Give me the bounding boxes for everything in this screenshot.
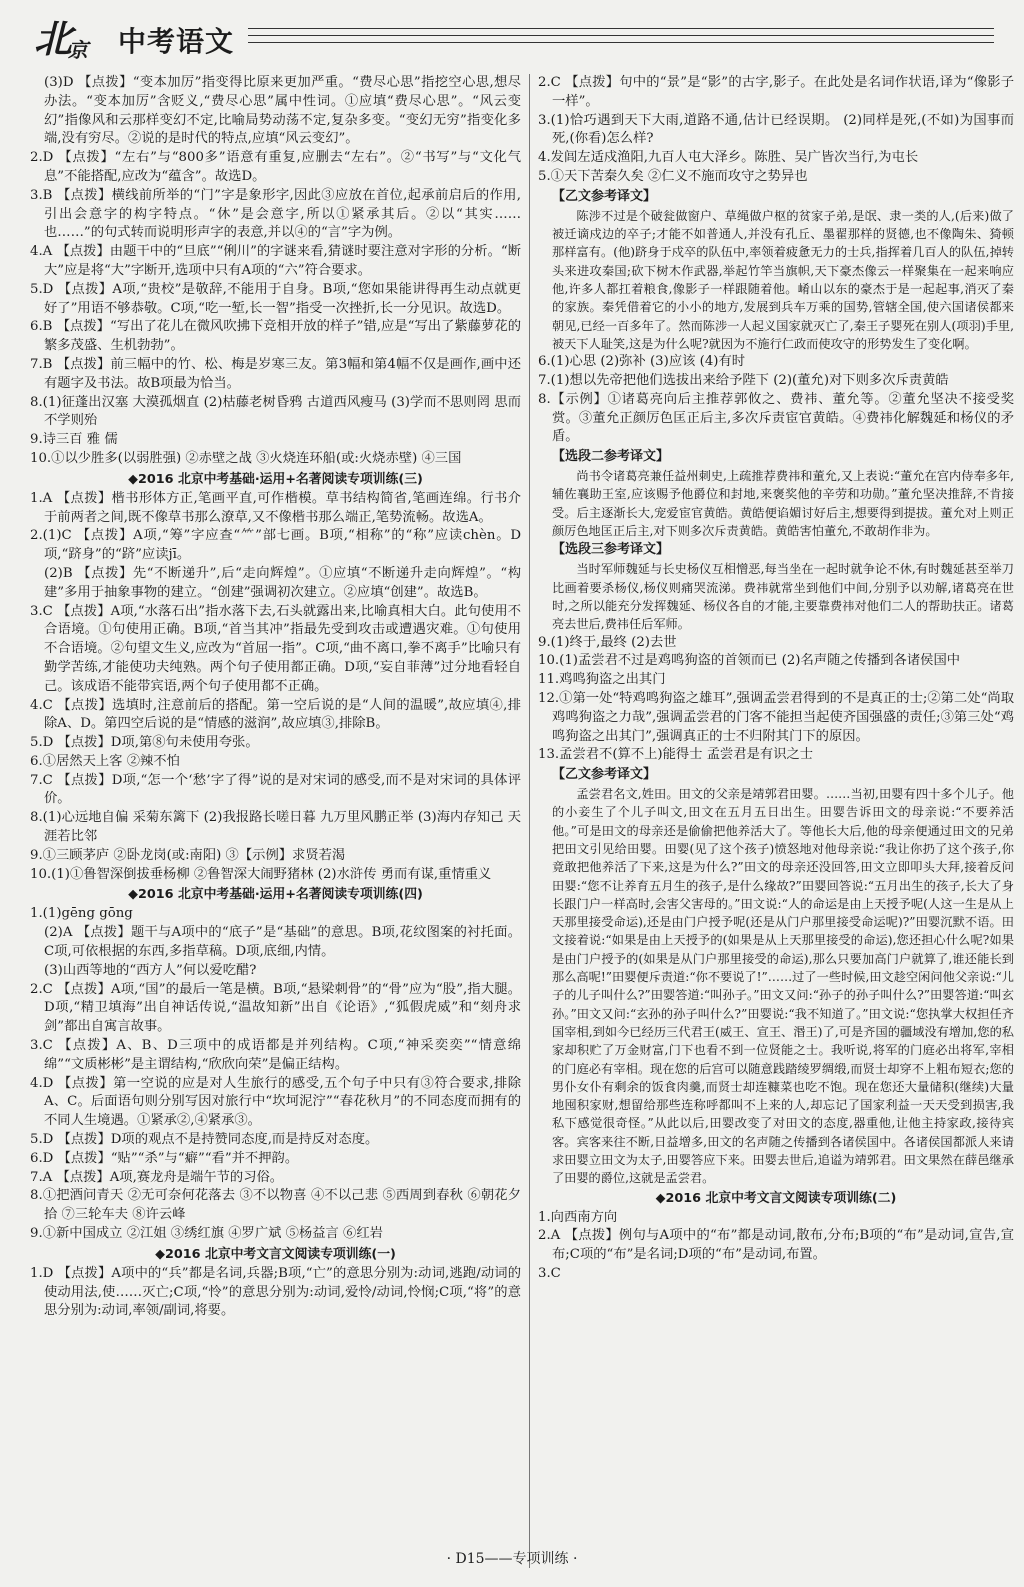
answer-entry: 12.①第一处“特鸡鸣狗盗之雄耳”,强调孟尝君得到的不是真正的士;②第二处“尚取鸡鸣狗盗之力哉”,强调孟尝君的门客不能担当起使齐国强盛的责任;③第三处“鸡鸣狗盗之出其门”,强调真正的士不归附其门下的原因。	[538, 690, 1014, 744]
answer-entry: (3)山西等地的“西方人”何以爱吃醋?	[44, 962, 257, 978]
answer-entry: 3.C 【点拨】A项,“水落石出”指水落下去,石头就露出来,比喻真相大白。此句使用不合语境。①句使用正确。B项,“首当其冲”指最先受到攻击或遭遇灾难。①句使用不合语境。②句望文生义,应改为“首屈一指”。C项,“曲不离口,拳不离手”比喻只有勤学苦练,才能使功夫纯熟。两个句子使用都正确。D项,“妄自菲薄”过分地看轻自己。该成语不能带宾语,两个句子使用都不正确。	[30, 603, 521, 694]
answer-entry: 4.发闾左适戍渔阳,九百人屯大泽乡。陈胜、吴广皆次当行,为屯长	[538, 150, 919, 166]
answer-entry: 7.(1)想以先帝把他们选拔出来给予陛下 (2)(董允)对下则多次斥责黄皓	[538, 372, 949, 388]
answer-entry: 2.C 【点拨】句中的“景”是“影”的古字,影子。在此处是名词作状语,译为“像影子一样”。	[538, 75, 1014, 109]
answer-entry: 6.B 【点拨】“写出了花儿在微风吹拂下竞相开放的样子”错,应是“写出了紫藤萝花的繁多茂盛、生机勃勃”。	[30, 319, 521, 354]
answer-entry: 4.C 【点拨】选填时,注意前后的搭配。第一空后说的是“人间的温暖”,故应填④,排除A、D。第四空后说的是“情感的滋润”,故应填③,排除B。	[30, 697, 521, 732]
answer-entry: 2.(1)C 【点拨】A项,“筹”字应查“⺮”部七画。B项,“相称”的“称”应读chèn。D项,“跻身”的“跻”应读jī。	[30, 528, 521, 563]
answer-entry: (3)D 【点拨】“变本加厉”指变得比原来更加严重。“费尽心思”指挖空心思,想尽办法。“变本加厉”含贬义,“费尽心思”属中性词。①应填“费尽心思”。“风云变幻”指像风和云那样变幻不定,比喻局势动荡不定,复杂多变。“变幻无穷”指变化多端,没有穷尽。②说的是时代的特点,应填“风云变幻”。	[44, 75, 521, 147]
answer-entry: 13.孟尝君不(算不上)能得士 孟尝君是有识之士	[538, 747, 814, 763]
answer-entry: 2.C 【点拨】A项,“国”的最后一笔是横。B项,“悬梁刺骨”的“骨”应为“股”,指大腿。D项,“精卫填海”出自神话传说,“温故知新”出自《论语》,“狐假虎威”和“刻舟求剑”都出自寓言故事。	[30, 981, 521, 1035]
answer-entry: 5.D 【点拨】D项,第⑧句未使用夸张。	[30, 735, 259, 751]
answer-entry: 6.①居然天上客 ②辣不怕	[30, 753, 180, 769]
answer-entry: 1.A 【点拨】楷书形体方正,笔画平直,可作楷模。草书结构简省,笔画连绵。行书介于前两者之间,既不像草书那么潦草,又不像楷书那么端正,笔势流畅。故选A。	[30, 490, 521, 525]
answer-entry: 10.(1)①鲁智深倒拔垂杨柳 ②鲁智深大闹野猪林 (2)水浒传 勇而有谋,重情重义	[30, 866, 492, 882]
answer-entry: (2)A 【点拨】题干与A项中的“底子”是“基础”的意思。B项,花纹图案的衬托面。C项,可依根据的东西,多指草稿。D项,底细,内情。	[44, 925, 521, 960]
answer-entry: 7.C 【点拨】D项,“怎一个‘愁’字了得”说的是对宋词的感受,而不是对宋词的具体评价。	[30, 772, 521, 807]
answer-entry: 3.(1)恰巧遇到天下大雨,道路不通,估计已经误期。 (2)同样是死,(不如)为国事而死,(你看)怎么样?	[538, 112, 1014, 147]
answer-entry: 5.①天下苦秦久矣 ②仁义不施而攻守之势异也	[538, 168, 808, 184]
page-footer: · D15——专项训练 ·	[446, 1551, 578, 1567]
answer-entry: 8.(1)心远地自偏 采菊东篱下 (2)我报路长嗟日暮 九万里风鹏正举 (3)海内存知己 天涯若比邻	[30, 810, 521, 845]
answer-entry: 3.B 【点拨】横线前所举的“门”字是象形字,因此③应放在首位,起承前启后的作用,引出会意字的构字特点。“休”是会意字,所以①紧承其后。②以“其实……也……”的句式转而说明形声字的表意,并以④的“言”字为例。	[30, 187, 521, 241]
answer-entry: 4.D 【点拨】第一空说的应是对人生旅行的感受,五个句子中只有③符合要求,排除A、C。后面语句则分别写因对旅行中“坎坷泥泞”“春花秋月”的不同态度而拥有的不同人生境遇。①紧承②,④紧承③。	[30, 1075, 521, 1129]
answer-entry: 5.D 【点拨】A项,“贵校”是敬辞,不能用于自身。B项,“您如果能讲得再生动点就更好了”用语不够恭敬。C项,“吃一堑,长一智”指受一次挫折,长一分见识。故选D。	[30, 281, 521, 316]
answer-entry: 9.(1)终于,最终 (2)去世	[538, 634, 677, 650]
answer-entry: 5.D 【点拨】D项的观点不是持赞同态度,而是持反对态度。	[30, 1132, 379, 1148]
answer-entry: 2.A 【点拨】例句与A项中的“布”都是动词,散布,分布;B项的“布”是动词,宣告,宣布;C项的“布”是名词;D项的“布”是动词,布置。	[538, 1228, 1014, 1263]
left-column	[30, 74, 521, 1570]
column-divider	[529, 74, 530, 1568]
right-column	[538, 74, 1014, 1504]
section-heading: ◆2016 北京中考文言文阅读专项训练(一)	[155, 1246, 396, 1262]
answer-entry: 9.①新中国成立 ②江姐 ③绣红旗 ④罗广斌 ⑤杨益言 ⑥红岩	[30, 1226, 383, 1242]
translation-text: 尚书令诸葛亮兼任益州刺史,上疏推荐费祎和董允,又上表说:“董允在宫内侍奉多年,辅佐襄助王室,应该赐予他爵位和封地,来褒奖他的辛劳和功勋。”董允坚决推辞,不肯接受。后主逐渐长大,宠爱宦官黄皓。黄皓便谄媚讨好后主,想要得到提拔。董允对上则正颜厉色地匡正后主,对下则多次斥责黄皓。黄皓害怕董允,不敢胡作非为。	[552, 469, 1014, 539]
section-heading: ◆2016 北京中考文言文阅读专项训练(二)	[655, 1190, 897, 1206]
answer-entry: 1.向西南方向	[538, 1209, 618, 1225]
header-rules	[248, 28, 994, 49]
translation-text: 当时军师魏延与长史杨仪互相憎恶,每当坐在一起时就争论不休,有时魏延甚至举刀比画着要杀杨仪,杨仪则痛哭流涕。费祎就常坐到他们中间,分别予以劝解,诸葛亮在世时,之所以能充分发挥魏延、杨仪各自的才能,主要靠费祎对他们二人的帮助扶正。诸葛亮去世后,费祎任后军师。	[552, 562, 1014, 632]
page-header	[34, 8, 994, 62]
section-heading: ◆2016 北京中考基础·运用+名著阅读专项训练(三)	[128, 471, 423, 487]
answer-entry: 8.(1)征蓬出汉塞 大漠孤烟直 (2)枯藤老树昏鸦 古道西风瘦马 (3)学而不思则罔 思而不学则殆	[30, 394, 521, 429]
answer-entry: 11.鸡鸣狗盗之出其门	[538, 672, 666, 688]
answer-entry: 4.A 【点拨】由题干中的“旦底”“俐川”的字谜来看,猜谜时要注意对字形的分析。“断大”应是将“大”字断开,选项中只有A项的“六”符合要求。	[30, 244, 521, 278]
translation-heading: 【选段三参考译文】	[552, 542, 670, 558]
answer-entry: 2.D 【点拨】“左右”与“800多”语意有重复,应删去“左右”。②“书写”与“文化气息”不能搭配,应改为“蕴含”。故选D。	[30, 150, 521, 184]
answer-entry: (2)B 【点拨】先“不断递升”,后“走向辉煌”。①应填“不断递升走向辉煌”。“构建”多用于抽象事物的建立。“创建”强调初次建立。②应填“创建”。故选B。	[44, 565, 521, 600]
section-heading: ◆2016 北京中考基础·运用+名著阅读专项训练(四)	[128, 887, 423, 903]
translation-text: 陈涉不过是个破瓮做窗户、草绳做户枢的贫家子弟,是氓、隶一类的人,(后来)做了被迁谪戍边的卒子;才能不如普通人,并没有孔丘、墨翟那样的贤德,也不像陶朱、猗顿那样富有。(他)跻身于戍卒的队伍中,率领着疲惫无力的士兵,指挥着几百人的队伍,掉转头来进攻秦国;砍下树木作武器,举起竹竿当旗帜,天下豪杰像云一样聚集在一起来响应他,许多人都扛着粮食,像影子一样跟随着他。崤山以东的豪杰于是一起起事,消灭了秦的家族。秦凭借着它的小小的地方,发展到兵车万乘的国势,管辖全国,使六国诸侯都来朝见,已经一百多年了。然而陈涉一人起义国家就灭亡了,秦王子婴死在别人(项羽)手里,被天下人耻笑,这是为什么呢?就因为不施行仁政而使攻守的形势发生了变化啊。	[552, 208, 1014, 351]
answer-entry: 9.①三顾茅庐 ②卧龙岗(或:南阳) ③【示例】求贤若渴	[30, 847, 346, 863]
answer-entry: 3.C 【点拨】A、B、D三项中的成语都是并列结构。C项,“神采奕奕”“情意绵绵”“文质彬彬”是主谓结构,“欣欣向荣”是偏正结构。	[30, 1038, 521, 1072]
answer-entry: 7.A 【点拨】A项,赛龙舟是端午节的习俗。	[30, 1169, 284, 1185]
answer-entry: 10.(1)孟尝君不过是鸡鸣狗盗的首领而已 (2)名声随之传播到各诸侯国中	[538, 653, 961, 669]
answer-entry: 8.【示例】①诸葛亮向后主推荐郭攸之、费祎、董允等。②董允坚决不接受奖赏。③董允正颜厉色匡正后主,多次斥责宦官黄皓。④费祎化解魏延和杨仪的矛盾。	[538, 391, 1014, 445]
answer-entry: 3.C	[538, 1266, 561, 1282]
answer-entry: 1.(1)gēng gōng	[30, 906, 133, 922]
answer-entry: 7.B 【点拨】前三幅中的竹、松、梅是岁寒三友。第3幅和第4幅不仅是画作,画中还有题字及书法。故B项最为恰当。	[30, 356, 521, 391]
answer-entry: 10.①以少胜多(以弱胜强) ②赤壁之战 ③火烧连环船(或:火烧赤壁) ④三国	[30, 450, 462, 466]
translation-heading: 【乙文参考译文】	[552, 188, 657, 204]
answer-entry: 1.D 【点拨】A项中的“兵”都是名词,兵器;B项,“亡”的意思分别为:动词,逃跑/动词的使动用法,使……灭亡;C项,“怜”的意思分别为:动词,爱怜/动词,怜悯;C项,“将”的意思分别为:动词,率领/副词,将要。	[30, 1265, 521, 1319]
answer-entry: 8.①把酒问青天 ②无可奈何花落去 ③不以物喜 ④不以己悲 ⑤西周到春秋 ⑥朝花夕拾 ⑦三轮车夫 ⑧许云峰	[30, 1188, 521, 1223]
header-title: 中考语文	[118, 25, 235, 58]
translation-text: 孟尝君名文,姓田。田文的父亲是靖郭君田婴。……当初,田婴有四十多个儿子。他的小妾生了个儿子叫文,田文在五月五日出生。田婴告诉田文的母亲说:“不要养活他。”可是田文的母亲还是偷偷把他养活大了。等他长大后,他的母亲便通过田文的兄弟把田文引见给田婴。田婴(见了这个孩子)愤怒地对他母亲说:“我让你扔了这个孩子,你竟敢把他养活了下来,这是为什么?”田文的母亲还没回答,田文立即叩头大拜,接着反问田婴:“您不让养育五月生的孩子,是什么缘故?”田婴回答说:“五月出生的孩子,长大了身长跟门户一样高时,会害父害母的。”田文说:“人的命运是由上天授予呢(人这一生是从上天那里接受命运),还是由门户授予呢(还是从门户那里接受命运呢)?”田婴沉默不语。田文接着说:“如果是由上天授予的(如果是从上天那里接受的命运),您还担心什么呢?如果是由门户授予的(如果是从门户那里接受的命运),那么只要加高门户就算了,谁还能长到那么高呢!”田婴便斥责道:“你不要说了!”……过了一些时候,田文趁空闲问他父亲说:“儿子的儿子叫什么?”田婴答道:“叫孙子。”田文又问:“孙子的孙子叫什么?”田婴答道:“叫玄孙。”田文又问:“玄孙的孙子叫什么?”田婴说:“我不知道了。”田文说:“您执掌大权担任齐国宰相,到如今已经历三代君王(威王、宣王、湣王)了,可是齐国的疆域没有增加,您的私家却积贮了万金财富,门下也看不到一位贤能之士。我听说,将军的门庭必出将军,宰相的门庭必有宰相。现在您的后宫可以随意践踏绫罗绸缎,而贤士却穿不上粗布短衣;您的男仆女仆有剩余的饭食肉羹,而贤士却连糠菜也吃不饱。现在您还大量储积(继续)大量地囤积家财,想留给那些连称呼都叫不上来的人,却忘记了国家利益一天天受到损害,我私下感觉很奇怪。”从此以后,田婴改变了对田文的态度,器重他,让他主持家政,接待宾客。宾客来往不断,日益增多,田文的名声随之传播到各诸侯国中。各诸侯国都派人来请求田婴立田文为太子,田婴答应下来。田婴去世后,追谥为靖郭君。田文果然在薛邑继承了田婴的爵位,这就是孟尝君。	[552, 787, 1014, 1186]
answer-entry: 9.诗三百 雅 儒	[30, 432, 118, 448]
answer-entry: 6.(1)心思 (2)弥补 (3)应该 (4)有时	[538, 354, 746, 370]
brand-logo: 北京	[34, 16, 89, 62]
translation-heading: 【乙文参考译文】	[552, 767, 657, 783]
translation-heading: 【选段二参考译文】	[552, 449, 670, 465]
answer-entry: 6.D 【点拨】“贴”“杀”与“癖”“看”并不押韵。	[30, 1150, 299, 1166]
